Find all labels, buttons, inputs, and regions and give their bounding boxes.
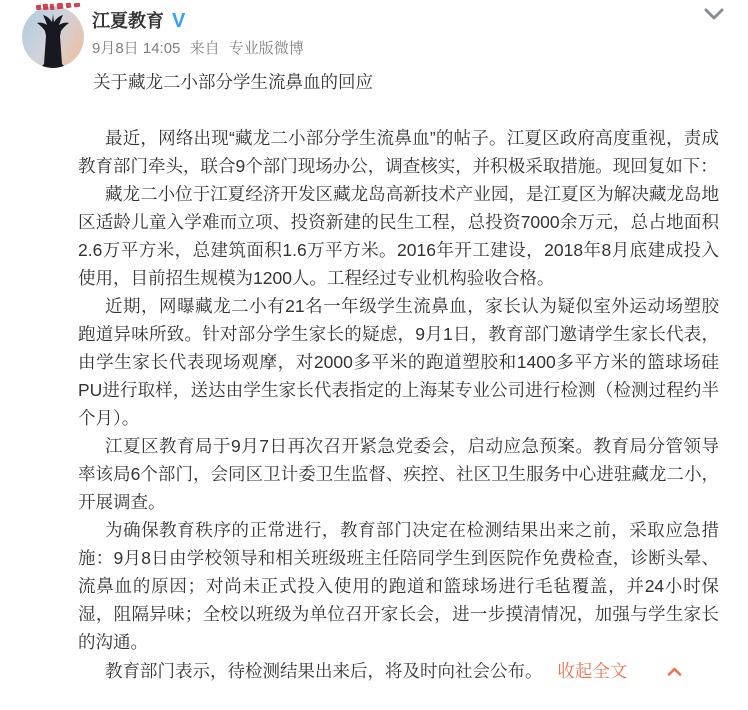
post-paragraph: 近期，网曝藏龙二小有21名一年级学生流鼻血，家长认为疑似室外运动场塑胶跑道异味所致。针对部分学生家长的疑虑，9月1日，教育部门邀请学生家长代表，由学生家长代表现场观摩，对2000多平米的跑道塑胶和1400多平方米的篮球场硅PU进行取样，送达由学生家长代表指定的上海某专业公司进行检测（检测过程约半个月）。 <box>78 296 719 428</box>
post-menu-button[interactable] <box>701 4 727 24</box>
post-paragraph-text: 教育部门表示，待检测结果出来后，将及时向社会公布。 <box>105 661 543 681</box>
post-text <box>78 68 719 685</box>
collapse-chevron-button[interactable] <box>640 656 682 684</box>
post-meta <box>92 40 309 58</box>
collapse-full-text-link[interactable]: 收起全文 <box>557 661 628 681</box>
author-name[interactable]: 江夏教育 <box>92 11 164 31</box>
post-paragraph: 最近，网络出现“藏龙二小部分学生流鼻血”的帖子。江夏区政府高度重视，责成教育部门牵头，联合9个部门现场办公，调查核实，并积极采取措施。现回复如下： <box>78 128 719 176</box>
avatar-image <box>22 6 84 68</box>
chevron-up-icon <box>667 667 682 676</box>
post-header <box>92 9 309 58</box>
post-paragraph: 江夏区教育局于9月7日再次召开紧急党委会，启动应急预案。教育局分管领导率该局6个部门，会同区卫计委卫生监督、疾控、社区卫生服务中心进驻藏龙二小，开展调查。 <box>78 436 719 512</box>
verified-badge-icon: V <box>172 10 186 32</box>
post-from-label: 来自 <box>189 40 220 57</box>
chevron-down-icon <box>704 8 724 20</box>
post-source[interactable]: 专业版微博 <box>228 40 304 57</box>
post-last-paragraph <box>78 656 719 685</box>
post-paragraph: 为确保教育秩序的正常进行，教育部门决定在检测结果出来之前，采取应急措施：9月8日由学校领导和相关班级班主任陪同学生到医院作免费检查，诊断头晕、流鼻血的原因；对尚未正式投入使用的跑道和篮球场进行毛毡覆盖，并24小时保湿，阻隔异味；全校以班级为单位召开家长会，进一步摸清情况，加强与学生家长的沟通。 <box>78 520 719 652</box>
post-paragraph: 藏龙二小位于江夏经济开发区藏龙岛高新技术产业园，是江夏区为解决藏龙岛地区适龄儿童入学难而立项、投资新建的民生工程，总投资7000余万元，总占地面积2.6万平方米，总建筑面积1.6万平方米。2016年开工建设，2018年8月底建成投入使用，目前招生规模为1200人。工程经过专业机构验收合格。 <box>78 184 719 288</box>
avatar[interactable] <box>22 6 84 68</box>
post-title: 关于藏龙二小部分学生流鼻血的回应 <box>93 72 373 92</box>
post-date[interactable]: 9月8日 14:05 <box>92 40 181 57</box>
